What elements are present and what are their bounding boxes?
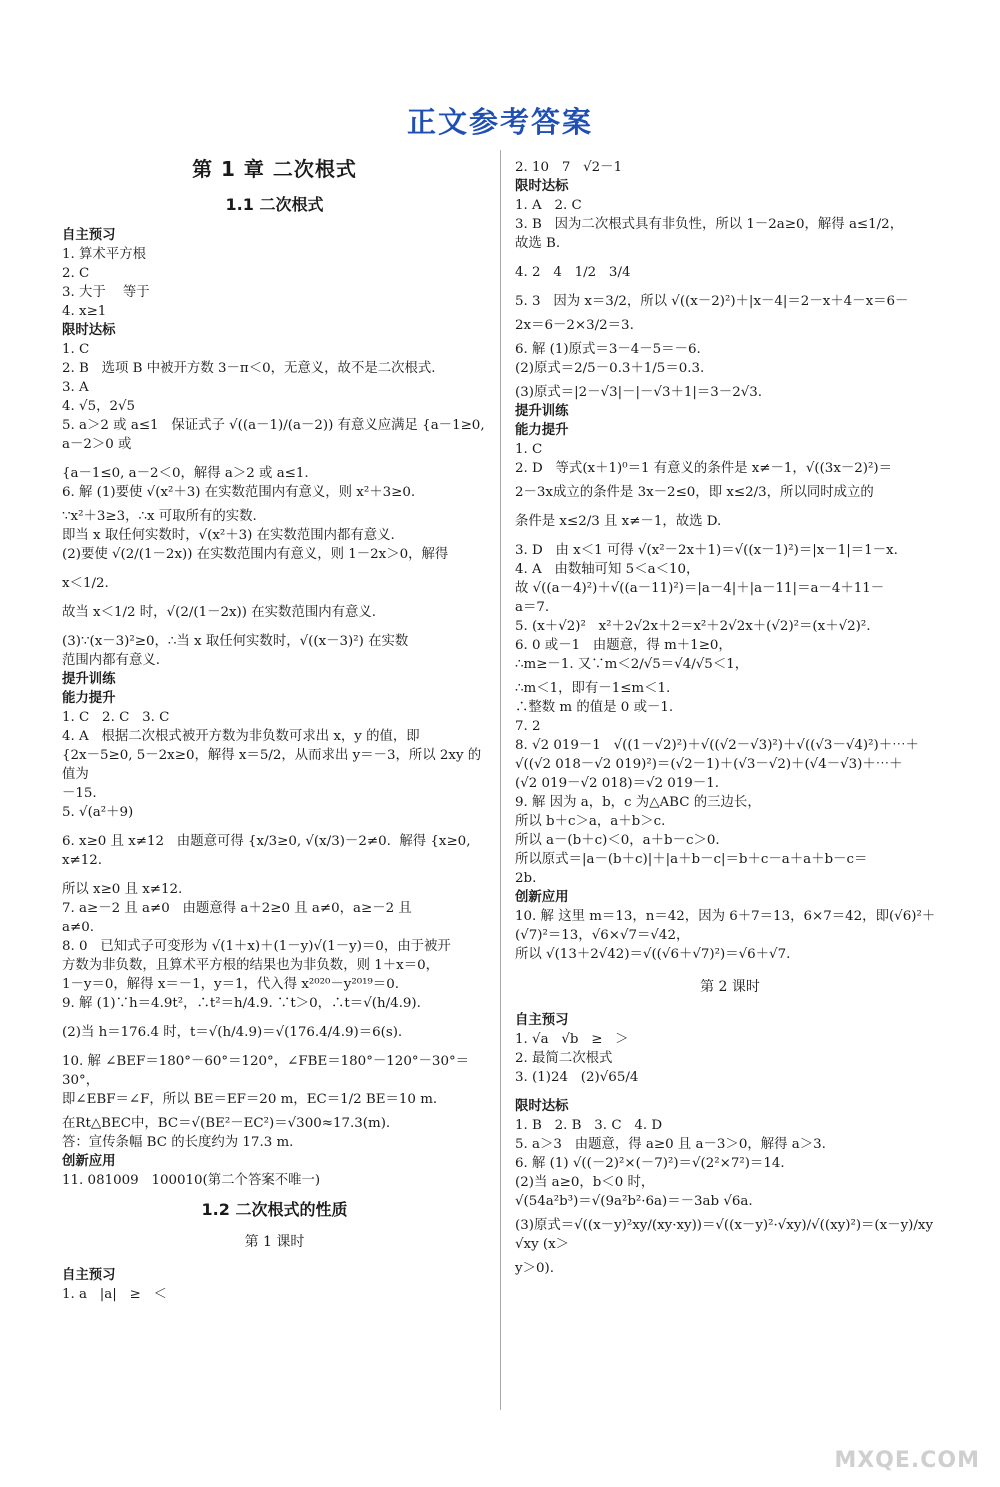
answer-line: 6. 0 或－1 由题意，得 m＋1≥0，	[515, 638, 732, 653]
subsection-label: 自主预习	[62, 228, 116, 243]
answer-line: 5. 3 因为 x＝3/2，所以 √((x－2)²)＋|x－4|＝2－x＋4－x＝6－	[515, 294, 909, 309]
answer-line: 5. a＞3 由题意，得 a≥0 且 a－3＞0，解得 a＞3.	[515, 1137, 826, 1152]
answer-line: x＜1/2.	[62, 576, 109, 591]
answer-line: 1. C 2. C 3. C	[62, 710, 170, 725]
answer-line: (√2 019－√2 018)＝√2 019－1.	[515, 776, 719, 791]
answer-line: (√7)²＝13，√6×√7＝√42，	[515, 928, 690, 943]
answer-line: (3)原式＝|2－√3|－|－√3＋1|＝3－2√3.	[515, 385, 763, 400]
answer-line: √(54a²b³)＝√(9a²b²·6a)＝－3ab √6a.	[515, 1194, 753, 1209]
answer-line: 故选 B.	[515, 236, 561, 251]
answer-line: 4. A 根据二次根式被开方数为非负数可求出 x，y 的值，即	[62, 729, 420, 744]
answer-line: 6. 解 (1) √((－2)²×(－7)²)＝√(2²×7²)＝14.	[515, 1156, 785, 1171]
answer-line: 9. 解 因为 a，b，c 为△ABC 的三边长，	[515, 795, 761, 810]
column-divider	[500, 150, 501, 1410]
answer-line: √((√2 018－√2 019)²)＝(√2－1)＋(√3－√2)＋(√4－√3)＋⋯＋	[515, 757, 903, 772]
subsection-label: 创新应用	[62, 1154, 116, 1169]
answer-line: 答：宣传条幅 BC 的长度约为 17.3 m.	[62, 1135, 294, 1150]
answer-line: 9. 解 (1)∵h＝4.9t²，∴t²＝h/4.9. ∵t＞0，∴t＝√(h/4.9).	[62, 996, 421, 1011]
answer-line: 2. B 选项 B 中被开方数 3－π＜0，无意义，故不是二次根式.	[62, 361, 436, 376]
answer-line: 4. 2 4 1/2 3/4	[515, 265, 631, 280]
answer-line: 2b.	[515, 871, 537, 886]
answer-line: 3. D 由 x＜1 可得 √(x²－2x＋1)＝√((x－1)²)＝|x－1|＝1－x.	[515, 543, 898, 558]
chapter-heading: 第 1 章 二次根式	[192, 157, 357, 181]
subsection-label: 能力提升	[515, 423, 569, 438]
answer-line: 5. √(a²＋9)	[62, 805, 134, 820]
answer-line: 4. √5，2√5	[62, 399, 136, 414]
answer-line: ∴m≥－1. 又∵m＜2/√5＝√4/√5＜1，	[515, 657, 749, 672]
answer-line: 即当 x 取任何实数时，√(x²＋3) 在实数范围内都有意义.	[62, 528, 395, 543]
answer-line: (3)原式＝√((x－y)²xy/(xy·xy))＝√((x－y)²·√xy)/√((xy)²)＝(x－y)/xy √xy (x＞	[515, 1218, 938, 1252]
answer-line: 6. x≥0 且 x≠12 由题意可得 {x/3≥0, √(x/3)－2≠0. 解得 {x≥0, x≠12.	[62, 834, 475, 868]
subsection-label: 自主预习	[515, 1013, 569, 1028]
answer-line: 2－3x成立的条件是 3x－2≤0，即 x≤2/3，所以同时成立的	[515, 485, 874, 500]
answer-line: 方数为非负数，且算术平方根的结果也为非负数，则 1＋x＝0，	[62, 958, 440, 973]
answer-line: 所以 b＋c＞a，a＋b＞c.	[515, 814, 666, 829]
page-title: 正文参考答案	[406, 105, 593, 139]
answer-line: 7. a≥－2 且 a≠0 由题意得 a＋2≥0 且 a≠0，a≥－2 且	[62, 901, 412, 916]
left-column	[62, 158, 487, 1304]
answer-line: 3. A	[62, 380, 89, 395]
answer-line: a≠0.	[62, 920, 94, 935]
answer-line: 1. 算术平方根	[62, 247, 146, 262]
subsection-label: 能力提升	[62, 691, 116, 706]
answer-line: 1－y＝0，解得 x＝－1，y＝1，代入得 x²⁰²⁰－y²⁰¹⁹＝0.	[62, 977, 399, 992]
answer-line: (2)当 a≥0，b＜0 时，	[515, 1175, 655, 1190]
answer-line: ∴m＜1，即有－1≤m＜1.	[515, 681, 671, 696]
answer-line: 4. A 由数轴可知 5＜a＜10，	[515, 562, 700, 577]
answer-line: (2)当 h＝176.4 时，t＝√(h/4.9)＝√(176.4/4.9)＝6(s).	[62, 1025, 403, 1040]
answer-line: 故当 x＜1/2 时，√(2/(1－2x)) 在实数范围内有意义.	[62, 605, 377, 620]
answer-line: {a－1≤0, a－2＜0，解得 a＞2 或 a≤1.	[62, 466, 309, 481]
subsection-label: 限时达标	[515, 179, 569, 194]
lesson-heading: 第 2 课时	[700, 979, 760, 995]
watermark: MXQE.COM	[834, 1448, 980, 1473]
answer-line: 11. 081009 100010(第二个答案不唯一)	[62, 1173, 321, 1188]
answer-line: 1. C	[515, 442, 543, 457]
answer-line: 2. C	[62, 266, 90, 281]
answer-line: (2)要使 √(2/(1－2x)) 在实数范围内有意义，则 1－2x＞0，解得	[62, 547, 449, 562]
answer-line: 1. √a √b ≥ ＞	[515, 1032, 629, 1047]
answer-line: 1. A 2. C	[515, 198, 582, 213]
answer-line: ∴整数 m 的值是 0 或－1.	[515, 700, 674, 715]
answer-line: a＝7.	[515, 600, 550, 615]
answer-line: (3)∵(x－3)²≥0，∴当 x 取任何实数时，√((x－3)²) 在实数	[62, 634, 409, 649]
answer-line: 6. 解 (1)原式＝3－4－5＝－6.	[515, 342, 701, 357]
answer-line: 所以 x≥0 且 x≠12.	[62, 882, 183, 897]
answer-line: 所以 √(13＋2√42)＝√((√6＋√7)²)＝√6＋√7.	[515, 947, 791, 962]
answer-line: {2x－5≥0, 5－2x≥0，解得 x＝5/2，从而求出 y＝－3，所以 2xy 的值为	[62, 748, 482, 782]
answer-line: (2)原式＝2/5－0.3＋1/5＝0.3.	[515, 361, 705, 376]
answer-line: 2. D 等式(x＋1)⁰＝1 有意义的条件是 x≠－1，√((3x－2)²)＝	[515, 461, 892, 476]
answer-line: 5. (x＋√2)² x²＋2√2x＋2＝x²＋2√2x＋(√2)²＝(x＋√2)².	[515, 619, 871, 634]
answer-line: 10. 解 这里 m＝13，n＝42，因为 6＋7＝13，6×7＝42，即(√6)²＋	[515, 909, 936, 924]
answer-line: －15.	[62, 786, 97, 801]
answer-line: 1. B 2. B 3. C 4. D	[515, 1118, 663, 1133]
answer-line: 即∠EBF＝∠F，所以 BE＝EF＝20 m，EC＝1/2 BE＝10 m.	[62, 1092, 438, 1107]
answer-line: 3. (1)24 (2)√65/4	[515, 1070, 639, 1085]
answer-line: 8. √2 019－1 √((1－√2)²)＋√((√2－√3)²)＋√((√3－√4)²)＋⋯＋	[515, 738, 919, 753]
answer-line: 1. a |a| ≥ ＜	[62, 1287, 167, 1302]
subsection-label: 限时达标	[62, 323, 116, 338]
section-heading: 1.2 二次根式的性质	[201, 1200, 348, 1219]
answer-line: 8. 0 已知式子可变形为 √(1＋x)＋(1－y)√(1－y)＝0，由于被开	[62, 939, 451, 954]
answer-line: 在Rt△BEC中，BC＝√(BE²－EC²)＝√300≈17.3(m).	[62, 1116, 391, 1131]
answer-line: y＞0).	[515, 1261, 554, 1276]
answer-line: 范围内都有意义.	[62, 653, 160, 668]
subsection-label: 自主预习	[62, 1268, 116, 1283]
answer-line: 2. 10 7 √2－1	[515, 160, 623, 175]
answer-line: 2x＝6－2×3/2＝3.	[515, 318, 634, 333]
answer-line: 7. 2	[515, 719, 541, 734]
subsection-label: 创新应用	[515, 890, 569, 905]
section-heading: 1.1 二次根式	[225, 195, 324, 214]
answer-line: 故 √((a－4)²)＋√((a－11)²)＝|a－4|＋|a－11|＝a－4＋11－	[515, 581, 885, 596]
answer-line: 10. 解 ∠BEF＝180°－60°＝120°，∠FBE＝180°－120°－30°＝30°，	[62, 1054, 470, 1088]
answer-line: ∵x²＋3≥3，∴x 可取所有的实数.	[62, 509, 257, 524]
answer-line: 5. a＞2 或 a≤1 保证式子 √((a－1)/(a－2)) 有意义应满足 {a－1≥0, a－2＞0 或	[62, 418, 489, 452]
subsection-label: 提升训练	[62, 672, 116, 687]
answer-line: 6. 解 (1)要使 √(x²＋3) 在实数范围内有意义，则 x²＋3≥0.	[62, 485, 416, 500]
answer-line: 所以 a－(b＋c)＜0，a＋b－c＞0.	[515, 833, 720, 848]
right-column	[515, 158, 945, 1278]
subsection-label: 限时达标	[515, 1099, 569, 1114]
answer-line: 3. B 因为二次根式具有非负性，所以 1－2a≥0，解得 a≤1/2，	[515, 217, 904, 232]
subsection-label: 提升训练	[515, 404, 569, 419]
answer-line: 2. 最简二次根式	[515, 1051, 613, 1066]
answer-line: 3. 大于 等于	[62, 285, 150, 300]
lesson-heading: 第 1 课时	[244, 1234, 305, 1250]
answer-line: 所以原式＝|a－(b＋c)|＋|a＋b－c|＝b＋c－a＋a＋b－c＝	[515, 852, 868, 867]
answer-line: 条件是 x≤2/3 且 x≠－1，故选 D.	[515, 514, 722, 529]
answer-line: 4. x≥1	[62, 304, 107, 319]
answer-line: 1. C	[62, 342, 90, 357]
